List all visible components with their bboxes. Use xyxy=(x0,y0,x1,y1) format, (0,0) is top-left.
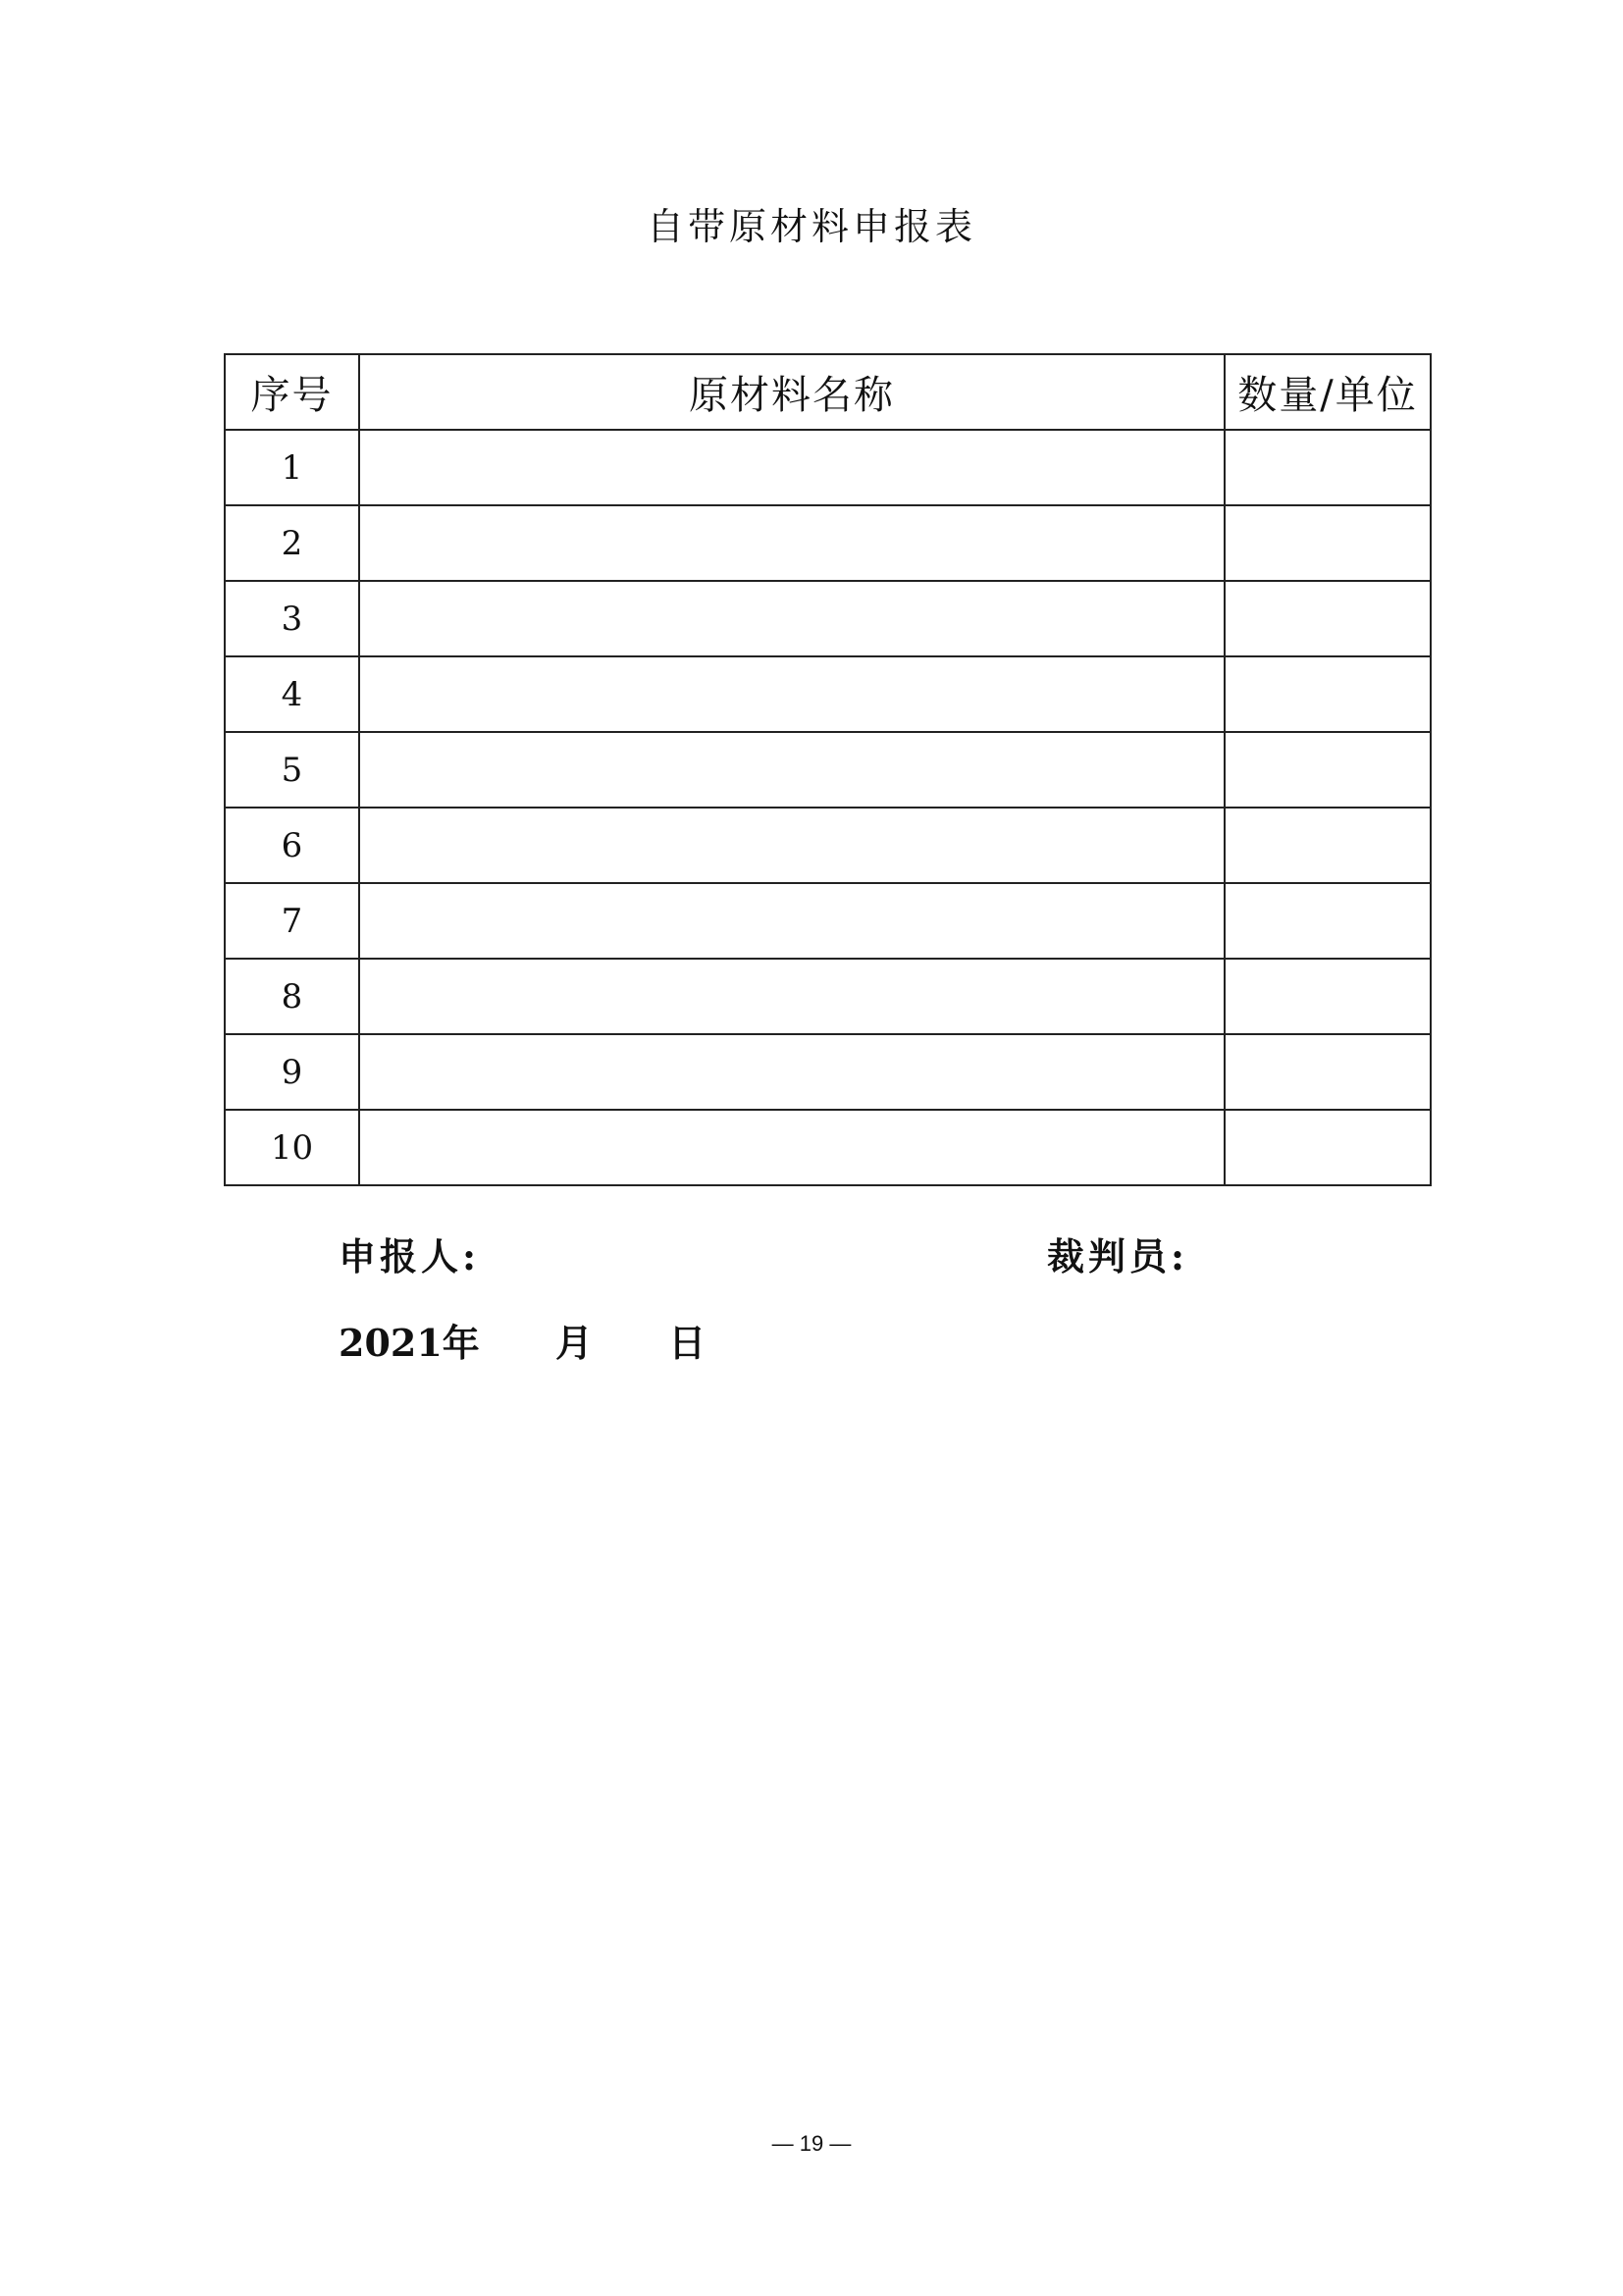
material-name-cell[interactable] xyxy=(359,959,1225,1034)
material-name-cell[interactable] xyxy=(359,883,1225,959)
quantity-cell[interactable] xyxy=(1225,1034,1431,1110)
table-row xyxy=(225,430,1431,505)
material-name-cell[interactable] xyxy=(359,505,1225,581)
quantity-cell[interactable] xyxy=(1225,732,1431,808)
row-index: 5 xyxy=(225,732,359,808)
quantity-cell[interactable] xyxy=(1225,883,1431,959)
material-name-cell[interactable] xyxy=(359,581,1225,656)
material-name-cell[interactable] xyxy=(359,1034,1225,1110)
header-material-name: 原材料名称 xyxy=(359,354,1225,430)
quantity-cell[interactable] xyxy=(1225,505,1431,581)
date-day: 日 xyxy=(668,1321,707,1365)
quantity-cell[interactable] xyxy=(1225,656,1431,732)
material-name-cell[interactable] xyxy=(359,656,1225,732)
applicant-label: 申报人: xyxy=(339,1234,481,1278)
quantity-cell[interactable] xyxy=(1225,581,1431,656)
header-quantity-unit: 数量/单位 xyxy=(1225,354,1431,430)
date-year: 2021年 xyxy=(339,1321,480,1365)
row-index: 4 xyxy=(225,656,359,732)
materials-table xyxy=(224,353,1432,1186)
row-index: 2 xyxy=(225,505,359,581)
quantity-cell[interactable] xyxy=(1225,808,1431,883)
material-name-cell[interactable] xyxy=(359,732,1225,808)
row-index: 1 xyxy=(225,430,359,505)
table-row xyxy=(225,1034,1431,1110)
date-month: 月 xyxy=(555,1321,594,1365)
table-row xyxy=(225,732,1431,808)
quantity-cell[interactable] xyxy=(1225,959,1431,1034)
row-index: 8 xyxy=(225,959,359,1034)
table-row xyxy=(225,581,1431,656)
table-row xyxy=(225,883,1431,959)
row-index: 3 xyxy=(225,581,359,656)
table-row xyxy=(225,656,1431,732)
material-name-cell[interactable] xyxy=(359,1110,1225,1185)
row-index: 9 xyxy=(225,1034,359,1110)
row-index: 6 xyxy=(225,808,359,883)
material-name-cell[interactable] xyxy=(359,808,1225,883)
table-row xyxy=(225,808,1431,883)
page-number: — 19 — xyxy=(771,2131,852,2156)
table-row xyxy=(225,959,1431,1034)
quantity-cell[interactable] xyxy=(1225,430,1431,505)
table-row xyxy=(225,505,1431,581)
referee-label: 裁判员: xyxy=(1047,1234,1189,1278)
quantity-cell[interactable] xyxy=(1225,1110,1431,1185)
document-title: 自带原材料申报表 xyxy=(646,205,976,248)
material-name-cell[interactable] xyxy=(359,430,1225,505)
table-header-row xyxy=(225,354,1431,430)
header-index: 序号 xyxy=(225,354,359,430)
row-index: 7 xyxy=(225,883,359,959)
date-line xyxy=(339,1313,706,1367)
table-row xyxy=(225,1110,1431,1185)
row-index: 10 xyxy=(225,1110,359,1185)
